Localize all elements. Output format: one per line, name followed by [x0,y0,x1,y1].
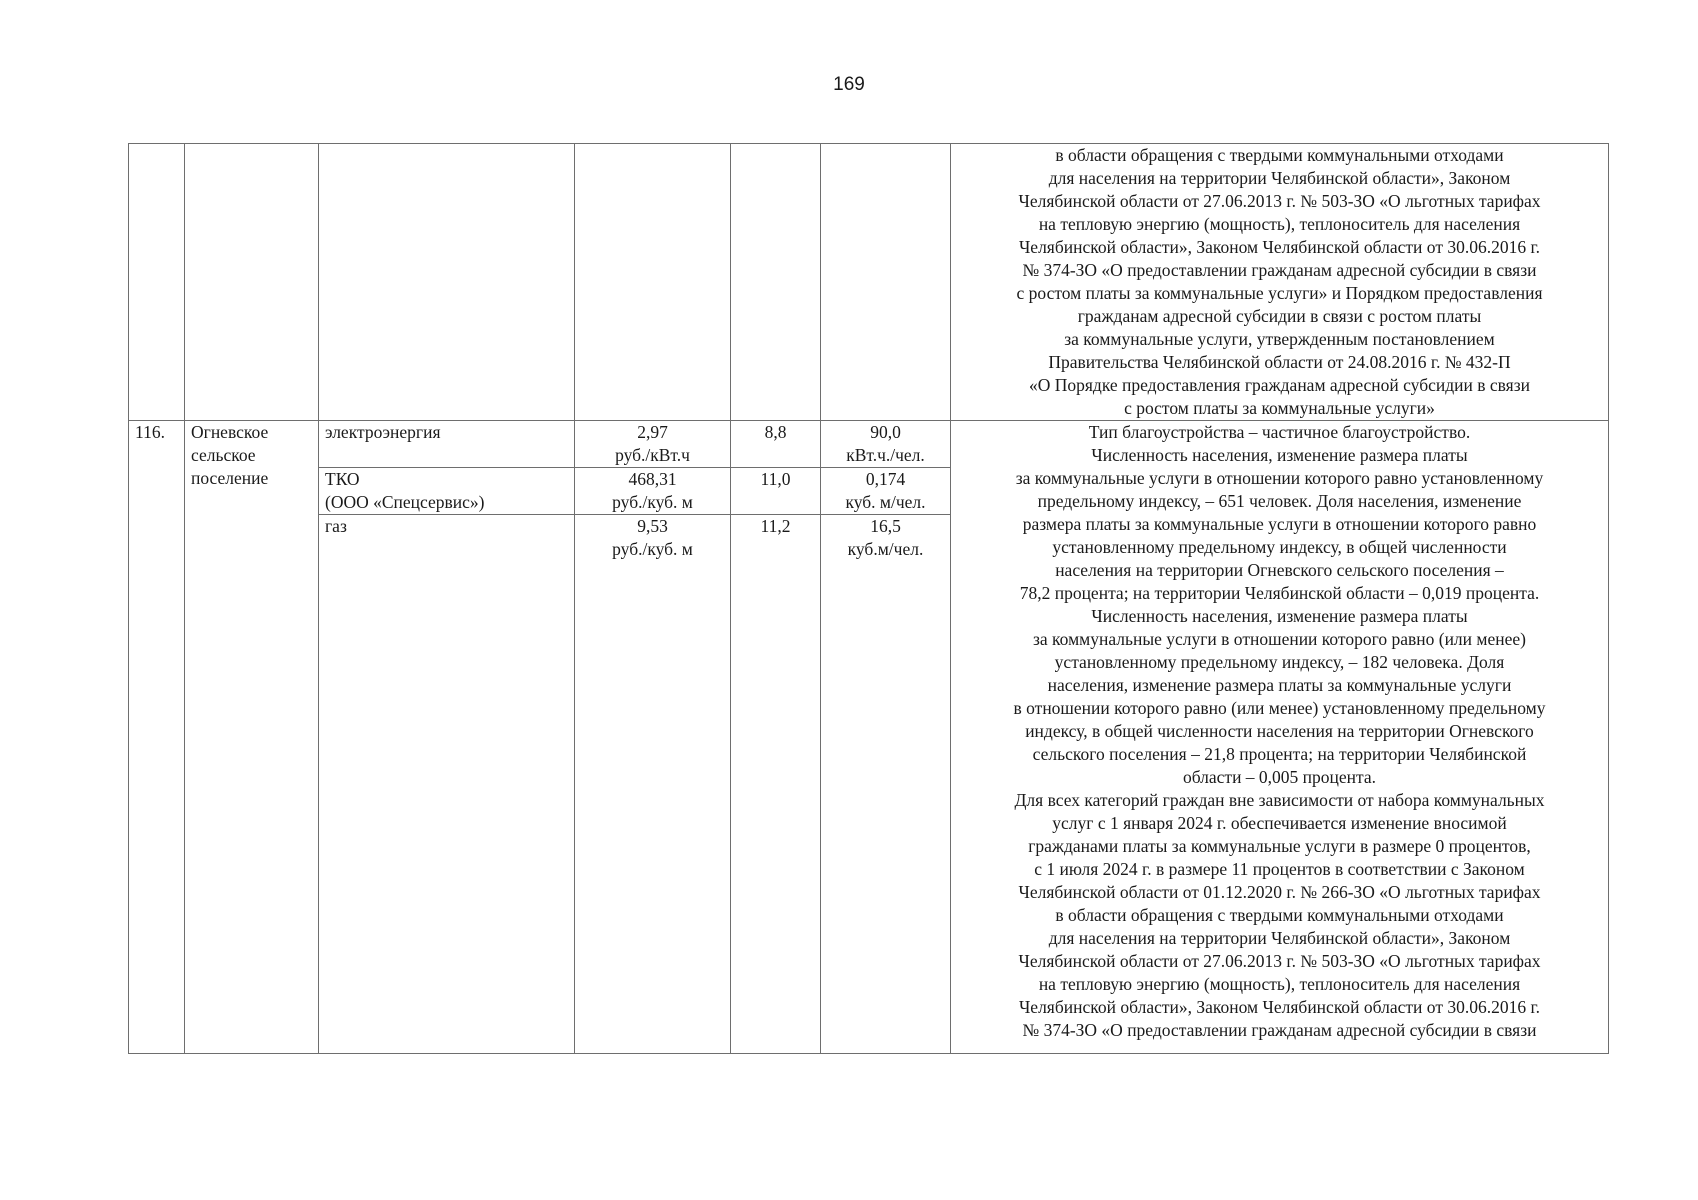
text-line: на тепловую энергию (мощность), теплоноситель для населения [1038,974,1521,994]
text-line: Челябинской области», Законом Челябинской области от 30.06.2016 г. [1018,237,1541,257]
service-name [319,421,575,468]
municipality-name [185,421,319,1054]
page-number: 169 [833,74,865,95]
text-line: Челябинской области от 01.12.2020 г. № 266-ЗО «О льготных тарифах [1018,882,1541,902]
text-line: предельному индексу, – 651 человек. Доля населения, изменение [1037,491,1522,511]
text-line: гражданами платы за коммунальные услуги в размере 0 процентов, [1028,836,1531,856]
text-line: Тип благоустройства – частичное благоустройство. [1088,422,1471,442]
consumption-norm [821,515,951,1054]
text-line: в области обращения с твердыми коммунальными отходами [1055,905,1504,925]
text-line: для населения на территории Челябинской области», Законом [1048,168,1511,188]
text-line: за коммунальные услуги, утвержденным постановлением [1064,329,1495,349]
text-line: (ООО «Спецсервис») [325,492,485,512]
text-line: 0,174 [865,469,906,489]
tariff-table [128,143,1609,1054]
service-name [319,468,575,515]
text-line: 2,97 [637,422,668,442]
text-line: ТКО [325,469,360,489]
text-line: Численность населения, изменение размера платы [1091,445,1468,465]
tariff-value [575,515,731,1054]
text-line: руб./куб. м [612,539,693,559]
entry-number: 116. [129,421,185,1054]
text-line: гражданам адресной субсидии в связи с ростом платы [1077,306,1482,326]
text-line: установленному предельному индексу, в общей численности [1052,537,1507,557]
growth-index: 11,0 [731,468,821,515]
text-line: 16,5 [870,516,901,536]
text-line: электроэнергия [325,422,441,442]
service-row [129,421,1609,468]
text-line: Численность населения, изменение размера платы [1091,606,1468,626]
text-line: 90,0 [870,422,901,442]
text-line: руб./куб. м [612,492,693,512]
text-line: населения на территории Огневского сельского поселения – [1055,560,1504,580]
text-line: населения, изменение размера платы за коммунальные услуги [1047,675,1512,695]
service-name [319,515,575,1054]
text-line: в отношении которого равно (или менее) установленному предельному [1013,698,1546,718]
text-line: сельское [191,445,256,465]
text-line: индексу, в общей численности населения на территории Огневского [1025,721,1534,741]
text-line: размера платы за коммунальные услуги в отношении которого равно [1022,514,1537,534]
text-line: № 374-ЗО «О предоставлении гражданам адресной субсидии в связи [1022,1020,1537,1040]
text-line: поселение [191,468,269,488]
text-line: с ростом платы за коммунальные услуги» и Порядком предоставления [1016,283,1543,303]
text-line: кВт.ч./чел. [846,445,925,465]
text-line: сельского поселения – 21,8 процента; на территории Челябинской [1032,744,1527,764]
continuation-row [129,144,1609,421]
text-line: в области обращения с твердыми коммунальными отходами [1055,145,1504,165]
text-line: Челябинской области», Законом Челябинской области от 30.06.2016 г. [1018,997,1541,1017]
entry-description [951,421,1609,1054]
cell-number-empty [129,144,185,421]
text-line: куб.м/чел. [847,539,924,559]
text-line: Для всех категорий граждан вне зависимости от набора коммунальных [1014,790,1545,810]
text-line: Правительства Челябинской области от 24.08.2016 г. № 432-П [1048,352,1511,372]
text-line: с 1 июля 2024 г. в размере 11 процентов в соответствии с Законом [1034,859,1525,879]
consumption-norm [821,468,951,515]
text-line: куб. м/чел. [845,492,926,512]
text-line: Челябинской области от 27.06.2013 г. № 503-ЗО «О льготных тарифах [1018,951,1541,971]
text-line: на тепловую энергию (мощность), теплоноситель для населения [1038,214,1521,234]
cell-growth-empty [731,144,821,421]
text-line: области – 0,005 процента. [1182,767,1377,787]
cell-norm-empty [821,144,951,421]
text-line: 468,31 [628,469,677,489]
tariff-value [575,468,731,515]
text-line: Челябинской области от 27.06.2013 г. № 503-ЗО «О льготных тарифах [1018,191,1541,211]
text-line: услуг с 1 января 2024 г. обеспечивается изменение вносимой [1052,813,1507,833]
cell-service-empty [319,144,575,421]
text-line: для населения на территории Челябинской области», Законом [1048,928,1511,948]
text-line: Огневское [191,422,269,442]
text-line: 78,2 процента; на территории Челябинской области – 0,019 процента. [1019,583,1540,603]
text-line: с ростом платы за коммунальные услуги» [1124,398,1435,418]
cell-tariff-empty [575,144,731,421]
growth-index: 8,8 [731,421,821,468]
consumption-norm [821,421,951,468]
tariff-value [575,421,731,468]
text-line: установленному предельному индексу, – 182 человека. Доля [1054,652,1505,672]
text-line: «О Порядке предоставления гражданам адресной субсидии в связи [1028,375,1531,395]
text-line: 9,53 [637,516,668,536]
text-line: газ [325,516,347,536]
cell-municipality-empty [185,144,319,421]
continuation-description [951,144,1609,421]
text-line: руб./кВт.ч [615,445,690,465]
text-line: № 374-ЗО «О предоставлении гражданам адресной субсидии в связи [1022,260,1537,280]
text-line: за коммунальные услуги в отношении которого равно установленному [1015,468,1544,488]
growth-index: 11,2 [731,515,821,1054]
text-line: за коммунальные услуги в отношении которого равно (или менее) [1033,629,1526,649]
